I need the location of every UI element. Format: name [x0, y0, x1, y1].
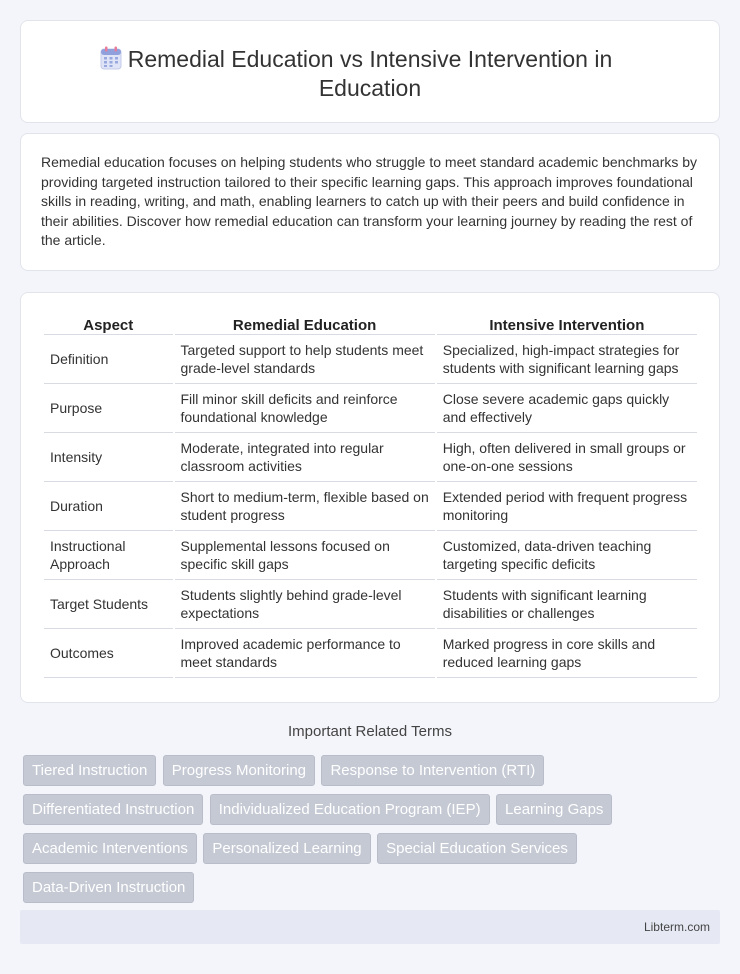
page-title: Remedial Education vs Intensive Intervention in Education — [127, 46, 613, 101]
row-aspect: Duration — [44, 482, 173, 531]
row-intensive: Close severe academic gaps quickly and effectively — [437, 384, 697, 433]
tag-academic-interventions[interactable]: Academic Interventions — [23, 833, 197, 864]
row-aspect: Definition — [44, 335, 173, 384]
row-intensive: Extended period with frequent progress monitoring — [437, 482, 697, 531]
related-terms-heading: Important Related Terms — [288, 723, 452, 740]
tag-data-driven-instruction[interactable]: Data-Driven Instruction — [23, 872, 194, 903]
header-remedial: Remedial Education — [175, 313, 435, 335]
tag-personalized-learning[interactable]: Personalized Learning — [203, 833, 370, 864]
footer-site-link[interactable]: Libterm.com — [643, 920, 710, 934]
row-aspect: Intensity — [44, 433, 173, 482]
tag-learning-gaps[interactable]: Learning Gaps — [496, 794, 612, 825]
header-aspect: Aspect — [44, 313, 173, 335]
table-row — [44, 384, 697, 433]
row-remedial: Supplemental lessons focused on specific skill gaps — [175, 531, 435, 580]
table-row — [44, 335, 697, 384]
row-intensive: Specialized, high-impact strategies for students with significant learning gaps — [437, 335, 697, 384]
row-aspect: Outcomes — [44, 629, 173, 678]
row-intensive: High, often delivered in small groups or one-on-one sessions — [437, 433, 697, 482]
table-row — [44, 433, 697, 482]
table-row — [44, 580, 697, 629]
row-aspect: Instructional Approach — [44, 531, 173, 580]
tag-special-education-services[interactable]: Special Education Services — [377, 833, 577, 864]
table-row — [44, 629, 697, 678]
row-remedial: Students slightly behind grade-level expectations — [175, 580, 435, 629]
row-remedial: Targeted support to help students meet grade-level standards — [175, 335, 435, 384]
row-aspect: Target Students — [44, 580, 173, 629]
table-row — [44, 482, 697, 531]
tag-response-to-intervention[interactable]: Response to Intervention (RTI) — [321, 755, 544, 786]
row-remedial: Improved academic performance to meet standards — [175, 629, 435, 678]
row-remedial: Moderate, integrated into regular classroom activities — [175, 433, 435, 482]
tag-progress-monitoring[interactable]: Progress Monitoring — [163, 755, 315, 786]
row-intensive: Students with significant learning disabilities or challenges — [437, 580, 697, 629]
row-intensive: Customized, data-driven teaching targeting specific deficits — [437, 531, 697, 580]
related-terms-list — [23, 755, 703, 911]
row-intensive: Marked progress in core skills and reduced learning gaps — [437, 629, 697, 678]
intro-paragraph: Remedial education focuses on helping students who struggle to meet standard academic benchmarks by providing targeted instruction tailored to their specific learning gaps. This approach improves foundational skills in reading, writing, and math, enabling learners to catch up with their peers and build confidence in their abilities. Discover how remedial education can transform your learning journey by reading the rest of the article. — [41, 154, 698, 249]
intro-card — [20, 133, 720, 271]
row-aspect: Purpose — [44, 384, 173, 433]
tag-tiered-instruction[interactable]: Tiered Instruction — [23, 755, 156, 786]
table-row — [44, 531, 697, 580]
comparison-table — [42, 313, 699, 678]
row-remedial: Fill minor skill deficits and reinforce foundational knowledge — [175, 384, 435, 433]
header-intensive: Intensive Intervention — [437, 313, 697, 335]
footer-bar — [20, 910, 720, 944]
comparison-table-card — [20, 292, 720, 703]
row-remedial: Short to medium-term, flexible based on student progress — [175, 482, 435, 531]
tag-differentiated-instruction[interactable]: Differentiated Instruction — [23, 794, 203, 825]
table-header-row — [44, 313, 697, 335]
header-card — [20, 20, 720, 123]
tag-iep[interactable]: Individualized Education Program (IEP) — [210, 794, 490, 825]
